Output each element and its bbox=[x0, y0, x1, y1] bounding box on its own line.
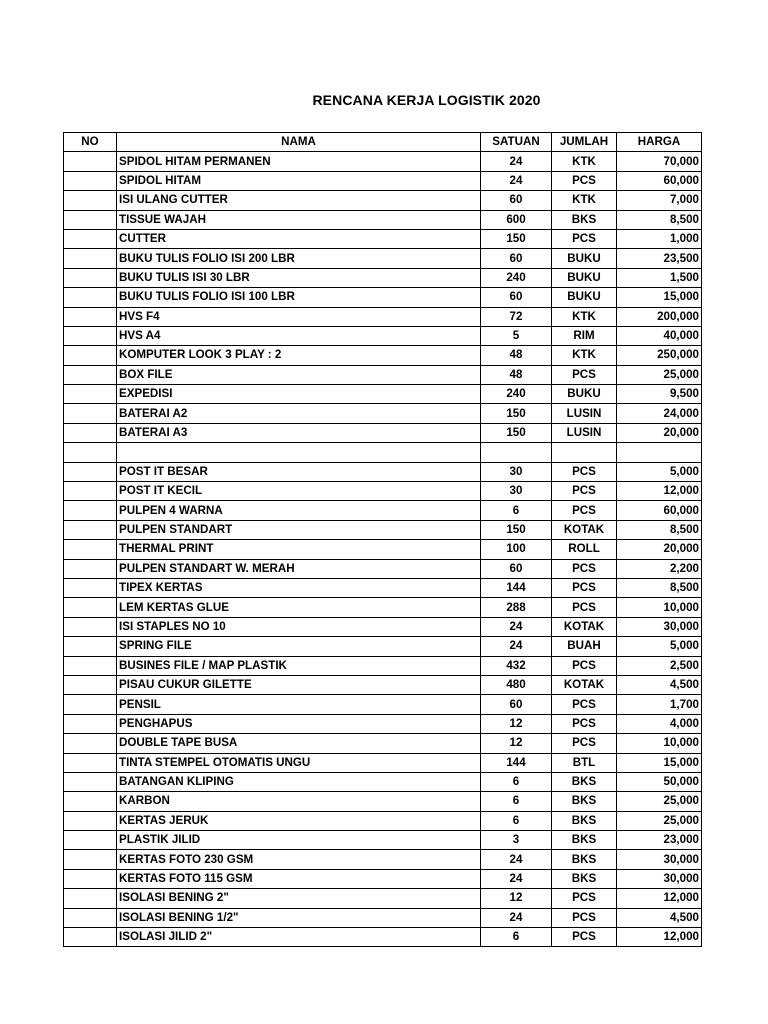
cell-harga: 5,000 bbox=[617, 462, 702, 481]
table-row bbox=[64, 811, 702, 830]
cell-nama: KARBON bbox=[117, 792, 481, 811]
table-row bbox=[64, 365, 702, 384]
table-row bbox=[64, 695, 702, 714]
cell-harga: 8,500 bbox=[617, 578, 702, 597]
cell-satuan: 144 bbox=[481, 753, 552, 772]
cell-nama: PISAU CUKUR GILETTE bbox=[117, 675, 481, 694]
table-row bbox=[64, 540, 702, 559]
cell-harga: 4,000 bbox=[617, 714, 702, 733]
cell-harga: 25,000 bbox=[617, 365, 702, 384]
table-row bbox=[64, 598, 702, 617]
cell-nama: ISOLASI BENING 1/2" bbox=[117, 908, 481, 927]
cell-satuan: 48 bbox=[481, 365, 552, 384]
cell-jumlah: BKS bbox=[552, 772, 617, 791]
cell-nama: TINTA STEMPEL OTOMATIS UNGU bbox=[117, 753, 481, 772]
cell-satuan: 150 bbox=[481, 423, 552, 442]
cell-no bbox=[64, 229, 117, 248]
table-row bbox=[64, 249, 702, 268]
cell-nama: POST IT KECIL bbox=[117, 482, 481, 501]
cell-satuan: 240 bbox=[481, 268, 552, 287]
cell-nama: KERTAS FOTO 230 GSM bbox=[117, 850, 481, 869]
cell-no bbox=[64, 482, 117, 501]
cell-jumlah: PCS bbox=[552, 229, 617, 248]
cell-satuan: 6 bbox=[481, 811, 552, 830]
cell-harga: 30,000 bbox=[617, 850, 702, 869]
header-no: NO bbox=[64, 133, 117, 152]
cell-jumlah: BKS bbox=[552, 869, 617, 888]
cell-no bbox=[64, 520, 117, 539]
table-row bbox=[64, 656, 702, 675]
cell-satuan: 24 bbox=[481, 617, 552, 636]
cell-satuan: 12 bbox=[481, 889, 552, 908]
cell-no bbox=[64, 443, 117, 462]
cell-jumlah: KOTAK bbox=[552, 617, 617, 636]
table-row bbox=[64, 229, 702, 248]
cell-nama: ISI ULANG CUTTER bbox=[117, 191, 481, 210]
cell-no bbox=[64, 152, 117, 171]
cell-nama: BATANGAN KLIPING bbox=[117, 772, 481, 791]
cell-no bbox=[64, 637, 117, 656]
table-header-row bbox=[64, 133, 702, 152]
table-row bbox=[64, 288, 702, 307]
cell-jumlah: PCS bbox=[552, 559, 617, 578]
cell-harga: 12,000 bbox=[617, 889, 702, 908]
cell-satuan: 60 bbox=[481, 249, 552, 268]
table-row bbox=[64, 171, 702, 190]
cell-satuan: 12 bbox=[481, 734, 552, 753]
cell-jumlah: BUKU bbox=[552, 288, 617, 307]
cell-jumlah: PCS bbox=[552, 365, 617, 384]
cell-no bbox=[64, 908, 117, 927]
cell-nama: EXPEDISI bbox=[117, 385, 481, 404]
cell-nama: TIPEX KERTAS bbox=[117, 578, 481, 597]
table-row bbox=[64, 210, 702, 229]
cell-nama: DOUBLE TAPE BUSA bbox=[117, 734, 481, 753]
cell-harga: 9,500 bbox=[617, 385, 702, 404]
cell-no bbox=[64, 268, 117, 287]
cell-satuan: 24 bbox=[481, 171, 552, 190]
cell-satuan: 144 bbox=[481, 578, 552, 597]
cell-satuan: 432 bbox=[481, 656, 552, 675]
cell-satuan: 30 bbox=[481, 482, 552, 501]
cell-no bbox=[64, 578, 117, 597]
cell-no bbox=[64, 210, 117, 229]
cell-nama: SPIDOL HITAM bbox=[117, 171, 481, 190]
cell-nama: BOX FILE bbox=[117, 365, 481, 384]
cell-jumlah: BKS bbox=[552, 850, 617, 869]
table-row bbox=[64, 908, 702, 927]
cell-no bbox=[64, 385, 117, 404]
cell-nama: LEM KERTAS GLUE bbox=[117, 598, 481, 617]
cell-no bbox=[64, 191, 117, 210]
cell-jumlah: PCS bbox=[552, 482, 617, 501]
cell-jumlah: PCS bbox=[552, 908, 617, 927]
cell-jumlah: BKS bbox=[552, 792, 617, 811]
table-row bbox=[64, 675, 702, 694]
table-row bbox=[64, 559, 702, 578]
cell-satuan: 24 bbox=[481, 637, 552, 656]
cell-jumlah: KTK bbox=[552, 346, 617, 365]
cell-harga: 60,000 bbox=[617, 171, 702, 190]
cell-satuan: 72 bbox=[481, 307, 552, 326]
cell-harga: 4,500 bbox=[617, 908, 702, 927]
cell-jumlah: KTK bbox=[552, 191, 617, 210]
cell-harga: 1,500 bbox=[617, 268, 702, 287]
table-row bbox=[64, 443, 702, 462]
cell-harga: 12,000 bbox=[617, 928, 702, 947]
table-row bbox=[64, 501, 702, 520]
cell-satuan: 24 bbox=[481, 869, 552, 888]
cell-nama: BUSINES FILE / MAP PLASTIK bbox=[117, 656, 481, 675]
header-satuan: SATUAN bbox=[481, 133, 552, 152]
cell-nama: BUKU TULIS FOLIO ISI 100 LBR bbox=[117, 288, 481, 307]
cell-harga: 30,000 bbox=[617, 869, 702, 888]
cell-satuan: 100 bbox=[481, 540, 552, 559]
cell-satuan: 60 bbox=[481, 695, 552, 714]
cell-jumlah: PCS bbox=[552, 598, 617, 617]
cell-nama: TISSUE WAJAH bbox=[117, 210, 481, 229]
table-row bbox=[64, 462, 702, 481]
cell-no bbox=[64, 695, 117, 714]
table-row bbox=[64, 423, 702, 442]
cell-no bbox=[64, 307, 117, 326]
cell-nama: POST IT BESAR bbox=[117, 462, 481, 481]
page-title: RENCANA KERJA LOGISTIK 2020 bbox=[312, 92, 541, 108]
cell-harga: 12,000 bbox=[617, 482, 702, 501]
cell-jumlah: KTK bbox=[552, 307, 617, 326]
cell-satuan: 6 bbox=[481, 501, 552, 520]
table-row bbox=[64, 772, 702, 791]
cell-harga: 70,000 bbox=[617, 152, 702, 171]
table-row bbox=[64, 850, 702, 869]
cell-no bbox=[64, 850, 117, 869]
cell-harga: 1,700 bbox=[617, 695, 702, 714]
cell-no bbox=[64, 675, 117, 694]
cell-no bbox=[64, 889, 117, 908]
table-row bbox=[64, 928, 702, 947]
cell-no bbox=[64, 326, 117, 345]
cell-jumlah: PCS bbox=[552, 578, 617, 597]
cell-no bbox=[64, 501, 117, 520]
table-row bbox=[64, 831, 702, 850]
cell-no bbox=[64, 288, 117, 307]
table-row bbox=[64, 869, 702, 888]
cell-no bbox=[64, 540, 117, 559]
cell-nama: BUKU TULIS ISI 30 LBR bbox=[117, 268, 481, 287]
cell-satuan: 30 bbox=[481, 462, 552, 481]
table-row bbox=[64, 191, 702, 210]
cell-jumlah: KTK bbox=[552, 152, 617, 171]
cell-satuan: 240 bbox=[481, 385, 552, 404]
cell-jumlah: PCS bbox=[552, 462, 617, 481]
cell-satuan: 6 bbox=[481, 792, 552, 811]
cell-nama: CUTTER bbox=[117, 229, 481, 248]
cell-satuan: 24 bbox=[481, 908, 552, 927]
cell-satuan: 480 bbox=[481, 675, 552, 694]
table-row bbox=[64, 326, 702, 345]
table-row bbox=[64, 792, 702, 811]
cell-nama: SPRING FILE bbox=[117, 637, 481, 656]
cell-harga: 4,500 bbox=[617, 675, 702, 694]
cell-jumlah: BUKU bbox=[552, 268, 617, 287]
cell-nama: PENSIL bbox=[117, 695, 481, 714]
cell-no bbox=[64, 462, 117, 481]
cell-no bbox=[64, 831, 117, 850]
cell-harga: 8,500 bbox=[617, 210, 702, 229]
cell-harga: 50,000 bbox=[617, 772, 702, 791]
table-row bbox=[64, 482, 702, 501]
cell-harga: 20,000 bbox=[617, 540, 702, 559]
cell-satuan: 600 bbox=[481, 210, 552, 229]
cell-jumlah: PCS bbox=[552, 656, 617, 675]
cell-no bbox=[64, 656, 117, 675]
table-row bbox=[64, 734, 702, 753]
cell-nama: PLASTIK JILID bbox=[117, 831, 481, 850]
cell-no bbox=[64, 423, 117, 442]
cell-harga: 2,200 bbox=[617, 559, 702, 578]
cell-satuan: 150 bbox=[481, 404, 552, 423]
cell-nama: SPIDOL HITAM PERMANEN bbox=[117, 152, 481, 171]
cell-harga: 250,000 bbox=[617, 346, 702, 365]
cell-jumlah: BUKU bbox=[552, 385, 617, 404]
cell-no bbox=[64, 617, 117, 636]
table-row bbox=[64, 404, 702, 423]
cell-satuan: 24 bbox=[481, 850, 552, 869]
cell-harga: 7,000 bbox=[617, 191, 702, 210]
cell-no bbox=[64, 772, 117, 791]
cell-no bbox=[64, 404, 117, 423]
cell-nama: THERMAL PRINT bbox=[117, 540, 481, 559]
cell-harga: 15,000 bbox=[617, 753, 702, 772]
cell-nama: BATERAI A3 bbox=[117, 423, 481, 442]
cell-satuan: 5 bbox=[481, 326, 552, 345]
cell-satuan: 24 bbox=[481, 152, 552, 171]
cell-no bbox=[64, 714, 117, 733]
cell-jumlah: ROLL bbox=[552, 540, 617, 559]
table-row bbox=[64, 617, 702, 636]
cell-satuan: 288 bbox=[481, 598, 552, 617]
cell-no bbox=[64, 598, 117, 617]
cell-no bbox=[64, 559, 117, 578]
cell-jumlah: PCS bbox=[552, 714, 617, 733]
cell-harga: 24,000 bbox=[617, 404, 702, 423]
cell-jumlah: BKS bbox=[552, 811, 617, 830]
cell-satuan: 48 bbox=[481, 346, 552, 365]
cell-jumlah: KOTAK bbox=[552, 520, 617, 539]
cell-satuan: 6 bbox=[481, 928, 552, 947]
cell-satuan: 150 bbox=[481, 229, 552, 248]
cell-nama: KERTAS JERUK bbox=[117, 811, 481, 830]
cell-nama: KOMPUTER LOOK 3 PLAY : 2 bbox=[117, 346, 481, 365]
cell-nama: ISOLASI JILID 2" bbox=[117, 928, 481, 947]
cell-satuan: 150 bbox=[481, 520, 552, 539]
cell-harga: 30,000 bbox=[617, 617, 702, 636]
cell-nama: ISOLASI BENING 2" bbox=[117, 889, 481, 908]
table-row bbox=[64, 346, 702, 365]
cell-jumlah: PCS bbox=[552, 928, 617, 947]
cell-harga: 23,000 bbox=[617, 831, 702, 850]
logistics-table bbox=[63, 132, 702, 947]
cell-no bbox=[64, 811, 117, 830]
cell-harga: 8,500 bbox=[617, 520, 702, 539]
cell-nama: KERTAS FOTO 115 GSM bbox=[117, 869, 481, 888]
cell-harga: 2,500 bbox=[617, 656, 702, 675]
cell-no bbox=[64, 869, 117, 888]
cell-satuan: 60 bbox=[481, 288, 552, 307]
cell-nama bbox=[117, 443, 481, 462]
cell-no bbox=[64, 928, 117, 947]
table-row bbox=[64, 268, 702, 287]
table-row bbox=[64, 152, 702, 171]
header-jumlah: JUMLAH bbox=[552, 133, 617, 152]
cell-harga: 20,000 bbox=[617, 423, 702, 442]
cell-nama: PULPEN 4 WARNA bbox=[117, 501, 481, 520]
cell-nama: HVS F4 bbox=[117, 307, 481, 326]
cell-satuan: 3 bbox=[481, 831, 552, 850]
cell-harga: 15,000 bbox=[617, 288, 702, 307]
cell-jumlah: KOTAK bbox=[552, 675, 617, 694]
cell-jumlah: BKS bbox=[552, 831, 617, 850]
cell-harga: 25,000 bbox=[617, 792, 702, 811]
cell-satuan: 60 bbox=[481, 559, 552, 578]
cell-satuan: 60 bbox=[481, 191, 552, 210]
table-row bbox=[64, 520, 702, 539]
cell-no bbox=[64, 734, 117, 753]
cell-no bbox=[64, 365, 117, 384]
table-row bbox=[64, 578, 702, 597]
table-row bbox=[64, 714, 702, 733]
table-row bbox=[64, 889, 702, 908]
cell-jumlah: RIM bbox=[552, 326, 617, 345]
cell-harga: 10,000 bbox=[617, 598, 702, 617]
cell-jumlah: LUSIN bbox=[552, 404, 617, 423]
cell-nama: BUKU TULIS FOLIO ISI 200 LBR bbox=[117, 249, 481, 268]
cell-satuan: 12 bbox=[481, 714, 552, 733]
cell-harga: 10,000 bbox=[617, 734, 702, 753]
cell-harga: 200,000 bbox=[617, 307, 702, 326]
cell-no bbox=[64, 171, 117, 190]
table-body bbox=[64, 152, 702, 947]
cell-harga: 60,000 bbox=[617, 501, 702, 520]
cell-harga bbox=[617, 443, 702, 462]
cell-jumlah: PCS bbox=[552, 695, 617, 714]
header-nama: NAMA bbox=[117, 133, 481, 152]
cell-harga: 1,000 bbox=[617, 229, 702, 248]
cell-harga: 40,000 bbox=[617, 326, 702, 345]
cell-no bbox=[64, 753, 117, 772]
cell-jumlah: LUSIN bbox=[552, 423, 617, 442]
cell-jumlah: BKS bbox=[552, 210, 617, 229]
cell-satuan bbox=[481, 443, 552, 462]
table-row bbox=[64, 753, 702, 772]
cell-nama: ISI STAPLES NO 10 bbox=[117, 617, 481, 636]
cell-nama: PULPEN STANDART bbox=[117, 520, 481, 539]
cell-nama: HVS A4 bbox=[117, 326, 481, 345]
cell-jumlah: BUAH bbox=[552, 637, 617, 656]
table-row bbox=[64, 385, 702, 404]
cell-no bbox=[64, 346, 117, 365]
cell-harga: 23,500 bbox=[617, 249, 702, 268]
cell-jumlah: BTL bbox=[552, 753, 617, 772]
cell-harga: 25,000 bbox=[617, 811, 702, 830]
header-harga: HARGA bbox=[617, 133, 702, 152]
cell-jumlah: BUKU bbox=[552, 249, 617, 268]
cell-nama: PENGHAPUS bbox=[117, 714, 481, 733]
cell-no bbox=[64, 249, 117, 268]
cell-satuan: 6 bbox=[481, 772, 552, 791]
cell-harga: 5,000 bbox=[617, 637, 702, 656]
cell-jumlah: PCS bbox=[552, 889, 617, 908]
cell-jumlah: PCS bbox=[552, 734, 617, 753]
table-row bbox=[64, 307, 702, 326]
cell-no bbox=[64, 792, 117, 811]
cell-nama: PULPEN STANDART W. MERAH bbox=[117, 559, 481, 578]
table-row bbox=[64, 637, 702, 656]
cell-jumlah: PCS bbox=[552, 501, 617, 520]
cell-jumlah bbox=[552, 443, 617, 462]
cell-nama: BATERAI A2 bbox=[117, 404, 481, 423]
cell-jumlah: PCS bbox=[552, 171, 617, 190]
